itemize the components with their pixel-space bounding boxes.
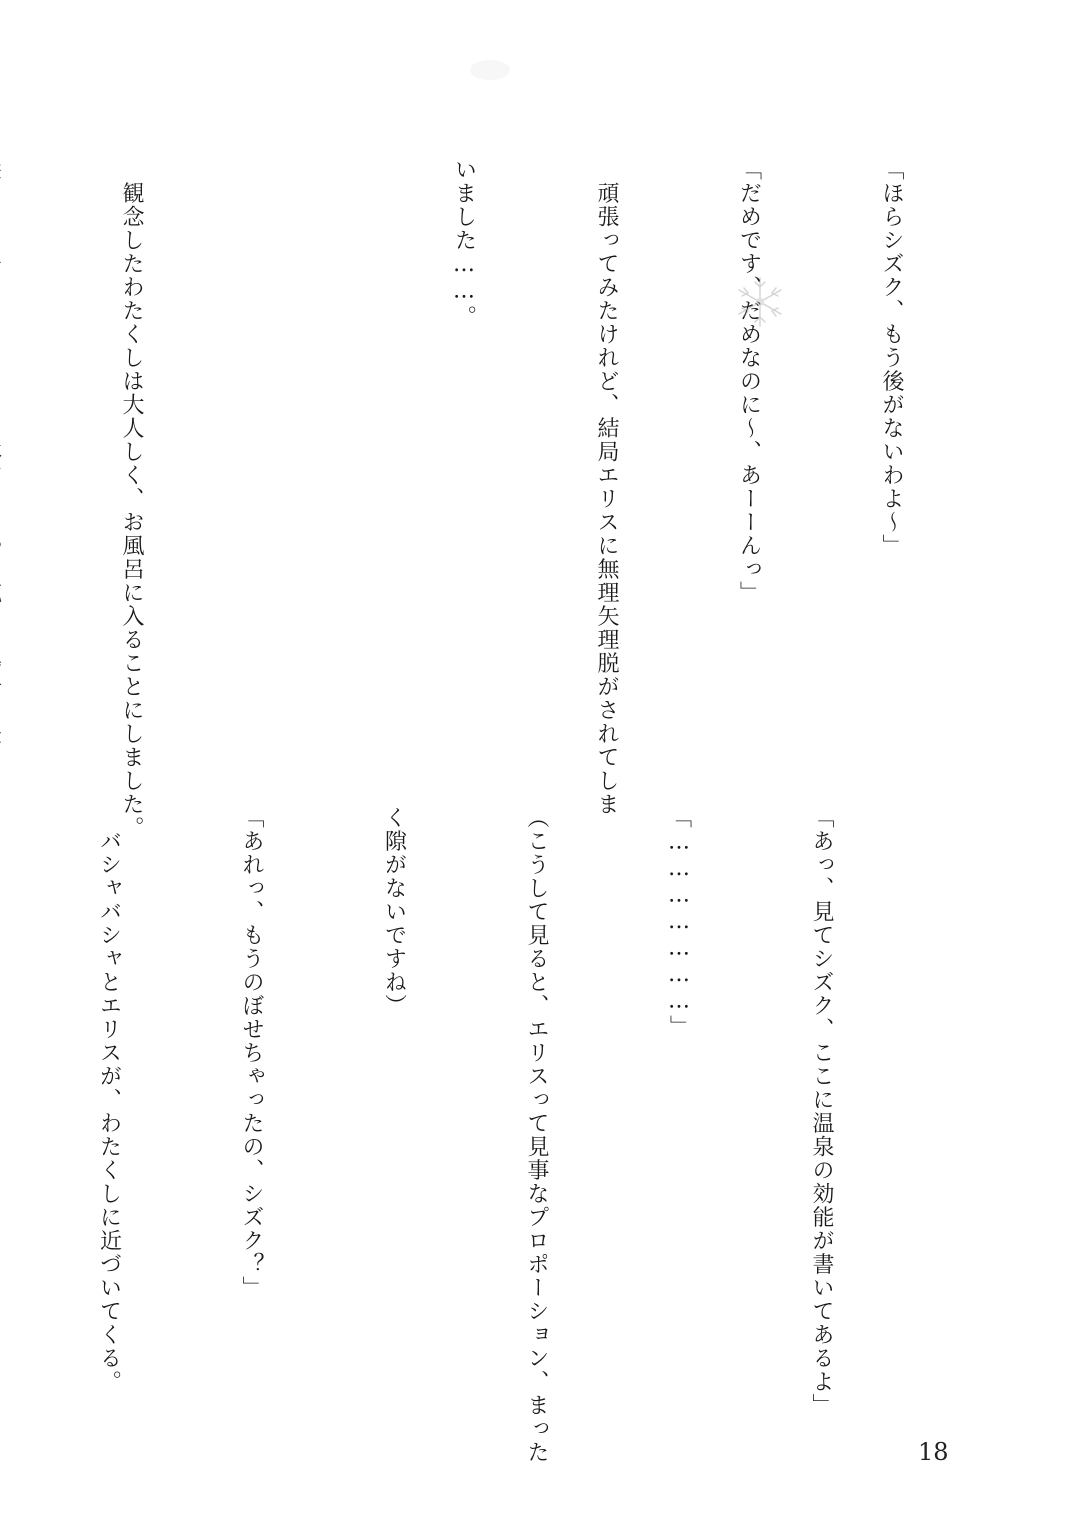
faint-print-mark [470,60,510,80]
text-line: 「あっ、見てシズク、ここに温泉の効能が書いてあるよ」 [809,806,834,1417]
text-line: 「だめです、だめなのに〜、あーーんっ」 [736,158,762,605]
text-line: 「ほらシズク、もう後がないわよ〜」 [879,158,904,558]
text-line: 頑張ってみたけれど、結局エリスに無理矢理脱がされてしま [594,158,619,816]
text-line: 観念したわたくしは大人しく、お風呂に入ることにしました。 [119,158,144,840]
text-block-top [119,158,1010,840]
text-line: 「あれっ、もうのぼせちゃったの、シズク？」 [239,806,264,1300]
page-number: 18 [918,1438,949,1466]
text-line [0,158,13,768]
snowflake-icon [730,272,790,332]
text-line: 「…………………」 [666,806,692,1039]
text-line: く隙がないですね） [381,806,407,1018]
text-line: バシャバシャとエリスが、わたくしに近づいてくる。 [96,806,122,1394]
text-line: （こうして見ると、エリスって見事なプロポーション、まった [524,806,549,1464]
text-line: いました……。 [451,158,477,329]
